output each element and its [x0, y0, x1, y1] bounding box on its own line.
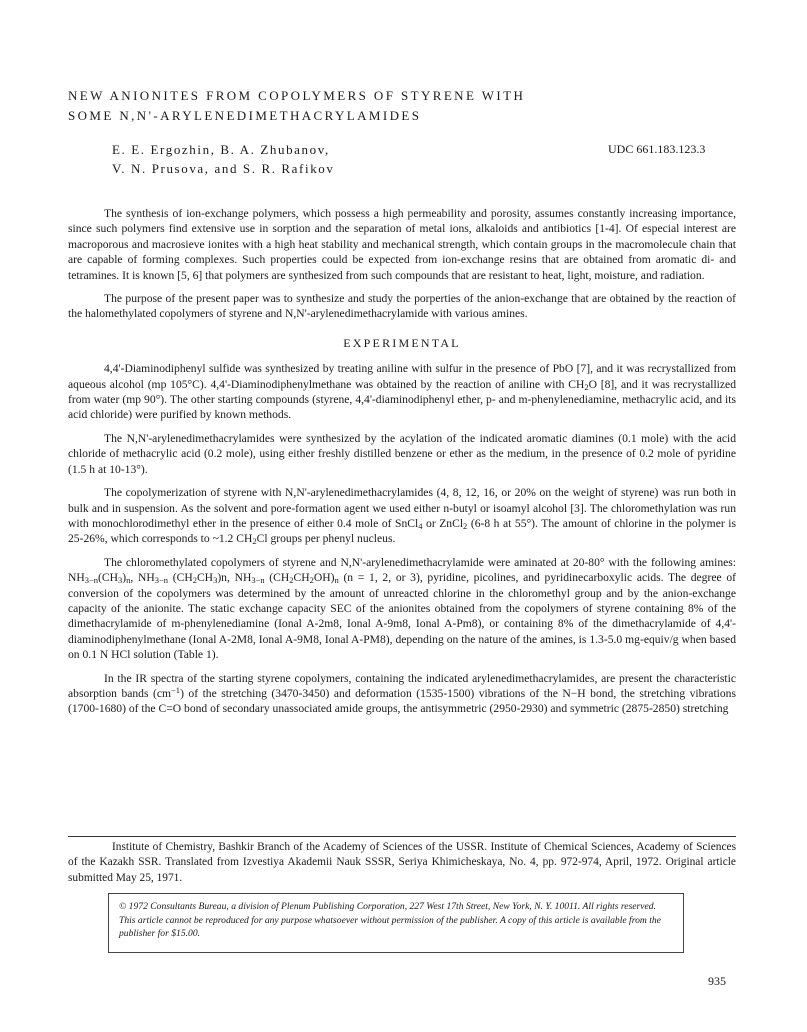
experimental-paragraph-3: The copolymerization of styrene with N,N'-arylenedimethacrylamides (4, 8, 12, 16, or 20% on the weight of styrene) was run both in bulk and in suspension. As the solvent and pore-formation agent we used either n-butyl or isoamyl alcohol [3]. The chloromethylation was run with monochlorodimethyl ether in the presence of either 0.4 mole of SnCl$_4$ or ZnCl$_2$ (6-8 h at 55°). The amount of chlorine in the polymer is 25-26%, which corresponds to ~1.2 $CH_2Cl$ groups per phenyl nucleus. [68, 486, 736, 547]
intro-paragraph-1: The synthesis of ion-exchange polymers, which possess a high permeability and porosity, assumes constantly increasing importance, since such polymers find extensive use in sorption and the separation of metal ions, alkaloids and antibiotics [1-4]. Of especial interest are macroporous and macrosieve ionites with a high heat stability and mechanical strength, which contain groups in the macromolecule chain that are capable of forming complexes. Such properties could be expected from ion-exchange resins that are obtained from aromatic di- and tetramines. It is known [5, 6] that polymers are synthesized from such compounds that are resistant to heat, light, moisture, and radiation. [68, 207, 736, 282]
udc-code: UDC 661.183.123.3 [608, 142, 706, 156]
copyright-box: © 1972 Consultants Bureau, a division of Plenum Publishing Corporation, 227 West 17th Street, New York, N. Y. 10011. All rights reserved. This article cannot be reproduced for any purpose whatsoever without permission of the publisher. A copy of this article is available from the publisher for $15.00. [108, 893, 684, 953]
footnote-divider [68, 836, 736, 837]
experimental-paragraph-1: 4,4'-Diaminodiphenyl sulfide was synthesized by treating aniline with sulfur in the presence of PbO [7], and it was recrystallized from aqueous alcohol (mp 105°C). 4,4'-Diaminodiphenylmethane was obtained by the reaction of aniline with $CH_2O$ [8], and it was recrystallized from water (mp 90°). The other starting compounds (styrene, 4,4'-diaminodiphenyl ether, p- and m-phenylenediamine, methacrylic acid, and its acid chloride) were purified by known methods. [68, 362, 736, 422]
author-list [112, 140, 532, 178]
title-line-1: NEW ANIONITES FROM COPOLYMERS OF STYRENE WITH [68, 88, 526, 103]
experimental-paragraph-5: In the IR spectra of the starting styrene copolymers, containing the indicated arylenedimethacrylamides, are present the characteristic absorption bands $(cm^{-1})$ of the stretching (3470-3450) and deformation (1535-1500) vibrations of the N−H bond, the stretching vibrations (1700-1680) of the C=O bond of secondary unassociated amide groups, the antisymmetric (2950-2930) and symmetric (2875-2850) stretching [68, 671, 736, 716]
page-number: 935 [708, 974, 726, 988]
experimental-paragraph-2: The N,N'-arylenedimethacrylamides were synthesized by the acylation of the indicated aromatic diamines (0.1 mole) with the acid chloride of methacrylic acid (0.2 mole), using either freshly distilled benzene or ether as the medium, in the presence of 0.2 mole of pyridine (1.5 h at 10-13°). [68, 431, 736, 476]
experimental-paragraph-4: The chloromethylated copolymers of styrene and N,N'-arylenedimethacrylamide were aminated at 20-80° with the following amines: $NH_{3-n}(CH_3)_n$, $NH_{3-n}$ $(CH_2CH_3)n$, $NH_{3-n}$ $(CH_2CH_2OH)_n$ (n = 1, 2, or 3), pyridine, picolines, and pyridinecarboxylic acids. The degree of conversion of the copolymers was determined by the amount of unreacted chlorine in the chloromethyl group and by the anion-exchange capacity of the anionite. The static exchange capacity SEC of the anionites obtained from the copolymers of styrene containing 8% of the dimethacrylamide of m-phenylenediamine (Ional A-2m8, Ional A-9m8, Ional A-Pm8), or containing 8% of the dimethacrylamide of 4,4'-diaminodiphenylmethane (Ional A-2M8, Ional A-9M8, Ional A-PM8), depending on the nature of the amines, is 1.3-5.0 mg-equiv/g when based on 0.1 N HCl solution (Table 1). [68, 555, 736, 662]
section-heading-experimental: EXPERIMENTAL [343, 335, 461, 350]
authors-line-2: V. N. Prusova, and S. R. Rafikov [112, 161, 335, 176]
authors-line-1: E. E. Ergozhin, B. A. Zhubanov, [112, 142, 330, 157]
intro-paragraph-2: The purpose of the present paper was to synthesize and study the porperties of the anion-exchange that are obtained by the reaction of the halomethylated copolymers of styrene and N,N'-arylenedimethacrylamide with various amines. [68, 292, 736, 321]
article-body [68, 206, 736, 725]
affiliation-footnote: Institute of Chemistry, Bashkir Branch of the Academy of Sciences of the USSR. Institute of Chemical Sciences, Academy of Sciences of the Kazakh SSR. Translated from Izvestiya Akademii Nauk SSSR, Seriya Khimicheskaya, No. 4, pp. 972-974, April, 1972. Original article submitted May 25, 1971. [68, 841, 736, 884]
article-title [68, 86, 748, 126]
title-line-2: SOME N,N'-ARYLENEDIMETHACRYLAMIDES [68, 108, 422, 123]
